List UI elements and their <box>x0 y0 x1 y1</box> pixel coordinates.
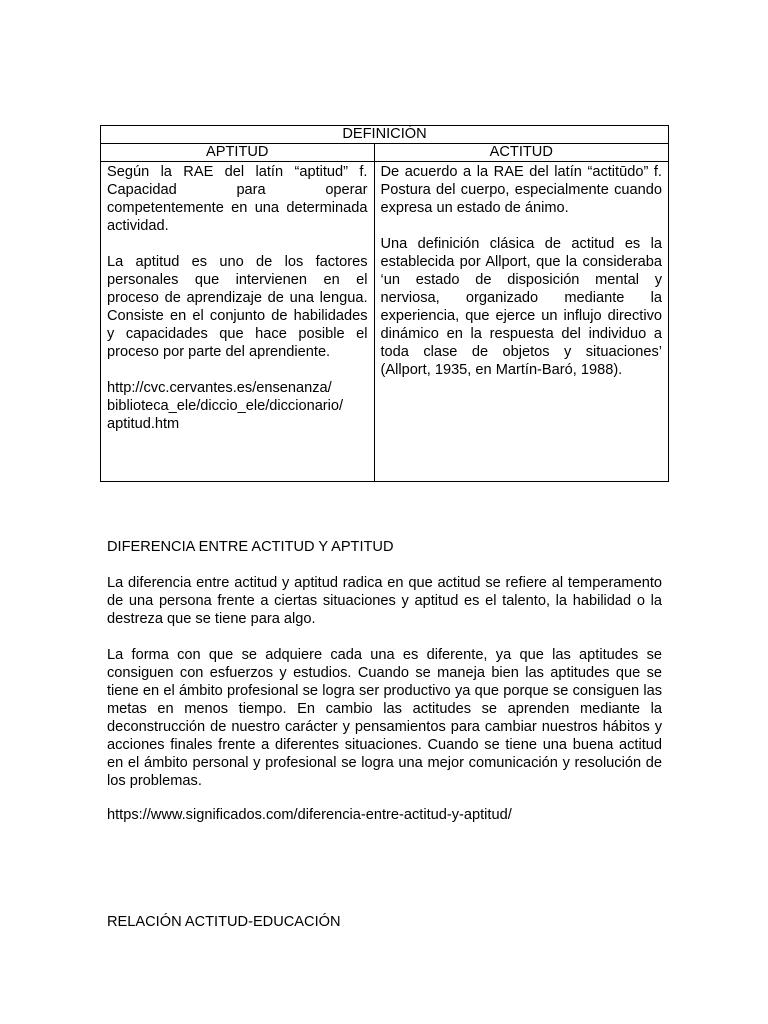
difference-source-link[interactable]: https://www.significados.com/diferencia-entre-actitud-y-aptitud/ <box>107 807 512 823</box>
aptitud-definition-cell <box>101 162 375 482</box>
aptitud-source-url[interactable]: http://cvc.cervantes.es/ensenanza/ biblioteca_ele/diccio_ele/diccionario/ aptitud.htm <box>107 380 344 432</box>
actitud-definition-cell <box>374 162 669 482</box>
aptitud-rae-definition: Según la RAE del latín “aptitud” f. Capacidad para operar competentemente en una determinada actividad. <box>107 164 368 234</box>
difference-paragraph-2: La forma con que se adquiere cada una es diferente, ya que las aptitudes se consiguen con esfuerzos y estudios. Cuando se maneja bien las aptitudes que se tiene en el ámbito profesional se logra ser productivo ya que porque se consiguen las metas en menos tiempo. En cambio las actitudes se aprenden mediante la deconstrucción de nuestro carácter y pensamientos para cambiar nuestros hábitos y acciones finales frente a diferentes situaciones. Cuando se tiene una buena actitud en el ámbito personal y profesional se logra una mejor comunicación y resolución de los problemas. <box>107 647 662 789</box>
relation-heading: RELACIÓN ACTITUD-EDUCACIÓN <box>107 914 341 930</box>
actitud-rae-definition: De acuerdo a la RAE del latín “actitūdo” f. Postura del cuerpo, especialmente cuando expresa un estado de ánimo. <box>380 164 662 216</box>
actitud-column-header: ACTITUD <box>374 144 669 162</box>
definition-table <box>100 125 669 482</box>
definition-body-row <box>101 162 669 482</box>
definition-title: DEFINICIÓN <box>101 126 669 144</box>
definition-header-row <box>101 144 669 162</box>
aptitud-factor-description: La aptitud es uno de los factores personales que intervienen en el proceso de aprendizaje de una lengua. Consiste en el conjunto de habilidades y capacidades que hace posible el proceso por parte del aprendiente. <box>107 254 368 360</box>
difference-heading: DIFERENCIA ENTRE ACTITUD Y APTITUD <box>107 539 394 555</box>
actitud-allport-definition: Una definición clásica de actitud es la establecida por Allport, que la consideraba ‘un estado de disposición mental y nerviosa, organizado mediante la experiencia, que ejerce un influjo directivo dinámico en la respuesta del individuo a toda clase de objetos y situaciones’ (Allport, 1935, en Martín-Baró, 1988). <box>380 236 662 378</box>
definition-title-row <box>101 126 669 144</box>
difference-paragraph-1: La diferencia entre actitud y aptitud radica en que actitud se refiere al temperamento de una persona frente a ciertas situaciones y aptitud es el talento, la habilidad o la destreza que se tiene para algo. <box>107 575 662 627</box>
aptitud-column-header: APTITUD <box>101 144 375 162</box>
